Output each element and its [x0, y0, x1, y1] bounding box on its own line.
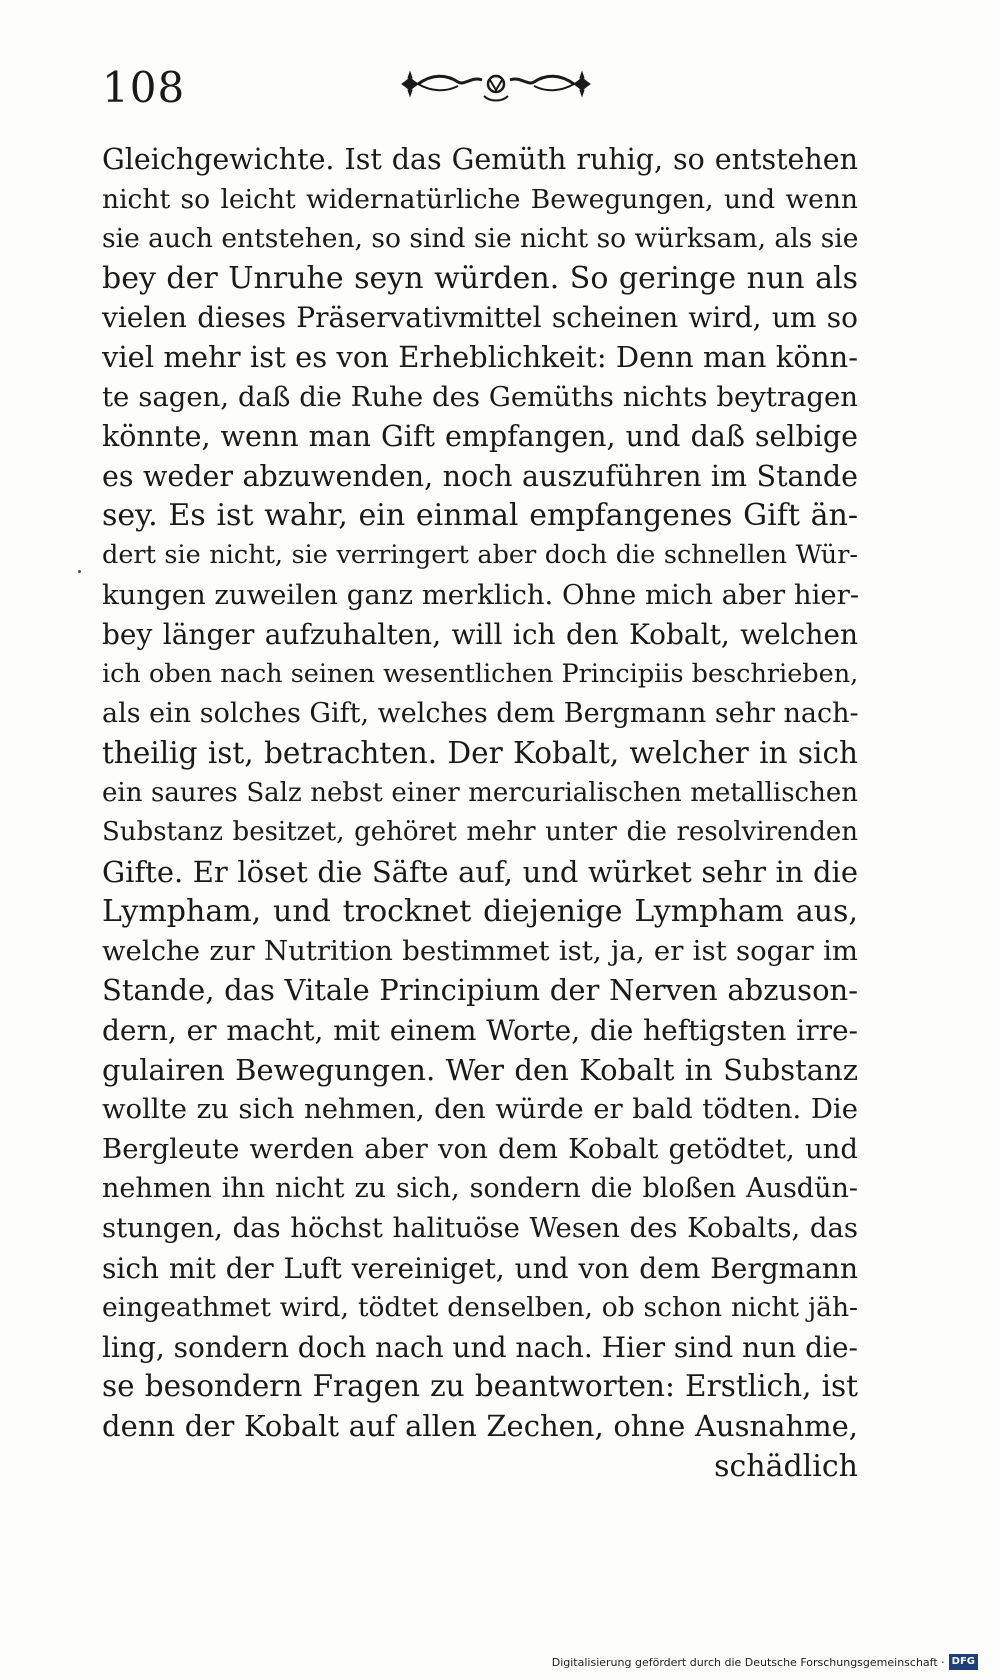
- text-line: könnte, wenn man Gift empfangen, und daß selbige: [102, 420, 858, 454]
- text-line: theilig ist, betrachten. Der Kobalt, welcher in sich: [102, 735, 858, 770]
- text-line: Gleichgewichte. Ist das Gemüth ruhig, so entstehen: [102, 143, 858, 176]
- paper-speck: [78, 570, 81, 573]
- text-line: kungen zuweilen ganz merklich. Ohne mich aber hier-: [102, 578, 860, 611]
- text-line: welche zur Nutrition bestimmet ist, ja, er ist sogar im: [102, 934, 858, 967]
- text-line: Stande, das Vitale Principium der Nerven abzuson-: [102, 973, 858, 1008]
- text-line: dern, er macht, mit einem Worte, die heftigsten irre-: [102, 1014, 858, 1048]
- text-line: stungen, das höchst halituöse Wesen des Kobalts, das: [102, 1212, 858, 1245]
- vignette-ornament-icon: [398, 62, 594, 106]
- page-number: 108: [102, 63, 186, 112]
- text-line: Substanz besitzet, gehöret mehr unter die resolvirenden: [102, 817, 858, 848]
- text-line: sey. Es ist wahr, ein einmal empfangenes Gift än-: [102, 498, 858, 534]
- text-line: Lympham, und trocknet diejenige Lympham aus,: [102, 894, 858, 930]
- text-line: sich mit der Luft vereiniget, und von dem Bergmann: [102, 1251, 858, 1285]
- text-line: als ein solches Gift, welches dem Bergmann sehr nach-: [102, 698, 859, 730]
- text-line: nicht so leicht widernatürliche Bewegungen, und wenn: [102, 183, 858, 215]
- body-text: [102, 140, 858, 1486]
- text-line: nehmen ihn nicht zu sich, sondern die bloßen Ausdün-: [102, 1173, 858, 1205]
- text-line: bey länger aufzuhalten, will ich den Kobalt, welchen: [102, 618, 858, 652]
- digitization-credit: Digitalisierung gefördert durch die Deutsche Forschungsgemeinschaft ·: [551, 1655, 945, 1669]
- text-line: ein saures Salz nebst einer mercurialischen metallischen: [102, 777, 858, 808]
- text-line: eingeathmet wird, tödtet denselben, ob schon nicht jäh-: [102, 1292, 858, 1324]
- text-line: viel mehr ist es von Erheblichkeit: Denn man könn-: [102, 339, 858, 374]
- dfg-logo: DFG: [949, 1654, 978, 1670]
- digitization-footer: [552, 1652, 978, 1672]
- text-line: denn der Kobalt auf allen Zechen, ohne Ausnahme,: [102, 1409, 858, 1443]
- text-line: gulairen Bewegungen. Wer den Kobalt in Substanz: [102, 1052, 858, 1087]
- text-line: es weder abzuwenden, noch auszuführen im Stande: [102, 459, 858, 493]
- text-line: Bergleute werden aber von dem Kobalt getödtet, und: [102, 1132, 858, 1165]
- text-line: ich oben nach seinen wesentlichen Principiis beschrieben,: [102, 658, 859, 689]
- text-line: ling, sondern doch nach und nach. Hier sind nun die-: [102, 1330, 858, 1364]
- text-line: se besondern Fragen zu beantworten: Erstlich, ist: [102, 1369, 858, 1404]
- text-line: Gifte. Er löset die Säfte auf, und würket sehr in die: [102, 854, 858, 889]
- text-line: schädlich: [714, 1448, 858, 1484]
- text-line: wollte zu sich nehmen, den würde er bald tödten. Die: [102, 1093, 858, 1126]
- text-line: sie auch entstehen, so sind sie nicht so würksam, als sie: [102, 223, 859, 255]
- text-line: vielen dieses Präservativmittel scheinen wird, um so: [102, 301, 858, 335]
- page-header: [102, 58, 862, 118]
- text-line: te sagen, daß die Ruhe des Gemüths nichts beytragen: [102, 380, 858, 413]
- text-line: dert sie nicht, sie verringert aber doch die schnellen Wür-: [102, 539, 858, 570]
- text-line: bey der Unruhe seyn würden. So geringe nun als: [102, 260, 858, 296]
